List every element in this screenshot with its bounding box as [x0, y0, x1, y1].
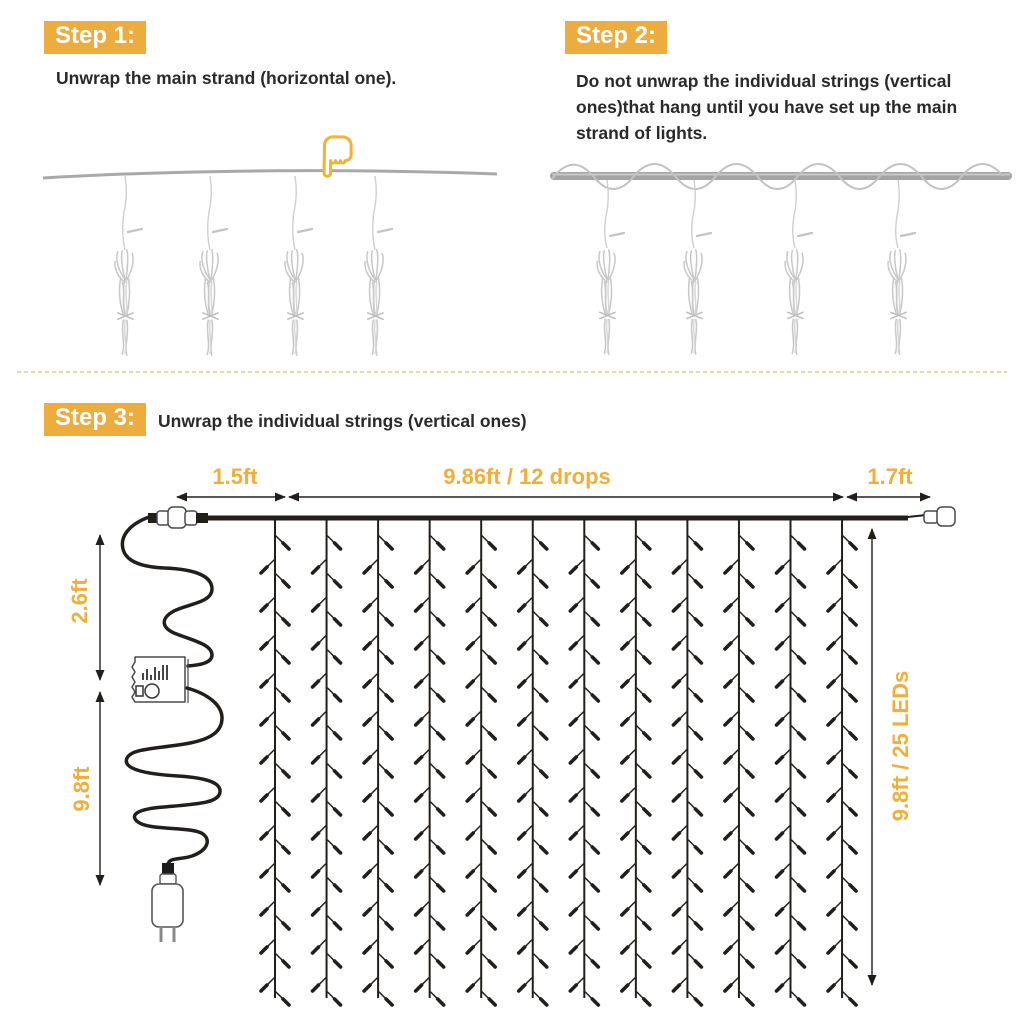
- step-2-illustration: [540, 150, 1020, 370]
- step-1-illustration: [35, 128, 505, 370]
- step-1-label: Step 1:: [44, 21, 146, 54]
- step-1-description: Unwrap the main strand (horizontal one).: [56, 68, 397, 88]
- dimension-side-upper-label: 2.6ft: [67, 578, 92, 624]
- step-2-label: Step 2:: [565, 21, 667, 54]
- curtain-lights-diagram: [40, 455, 1024, 1015]
- dimension-top-middle-label: 9.86ft / 12 drops: [443, 464, 611, 489]
- power-plug: [152, 863, 183, 942]
- power-cable-upper: [122, 517, 212, 666]
- dimension-arrows: [100, 497, 930, 985]
- step-2-description: Do not unwrap the individual strings (vertical ones)that hang until you have set up the main strand of lights.: [576, 71, 958, 143]
- dimension-right-side-label: 9.8ft / 25 LEDs: [888, 670, 913, 822]
- dotted-divider: [17, 371, 1007, 373]
- wrapped-bundles-group: [115, 176, 392, 355]
- step-3-label: Step 3:: [44, 403, 146, 436]
- main-strand-bar: [550, 172, 1012, 180]
- right-connector: [924, 507, 955, 526]
- power-adapter: [132, 657, 188, 703]
- step-3-description: Unwrap the individual strings (vertical ones): [158, 411, 527, 431]
- led-drops-group: [261, 520, 856, 1005]
- bar-highlight: [552, 174, 1010, 176]
- dimension-top-right-label: 1.7ft: [867, 464, 913, 489]
- dimension-top-left-label: 1.5ft: [212, 464, 258, 489]
- wrapped-bundles-group: [597, 180, 915, 354]
- dimension-side-lower-label: 9.8ft: [69, 766, 94, 812]
- left-connector: [148, 507, 208, 528]
- main-strand-line: [43, 171, 497, 178]
- power-cable-lower: [126, 688, 222, 864]
